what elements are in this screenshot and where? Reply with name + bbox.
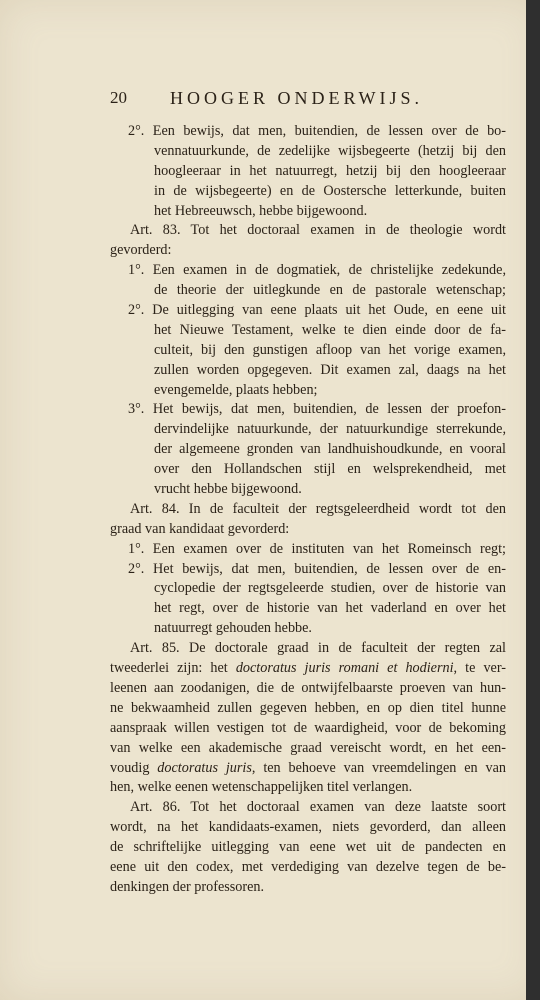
text-line: de theorie der uitlegkunde en de pastorale wetenschap; xyxy=(154,282,506,299)
text-line: cyclopedie der regtsgeleerde studien, over de historie van xyxy=(154,580,506,597)
text-line: hen, welke eenen wetenschappelijken titel verlangen. xyxy=(110,779,413,796)
text-line: zullen worden opgegeven. Dit examen zal, daags na het xyxy=(154,361,506,378)
text-line: het Hebreeuwsch, hebbe bijgewoond. xyxy=(154,202,368,219)
text-line: 2°. Een bewijs, dat men, buitendien, de lessen over de bo- xyxy=(128,123,506,139)
text-line: voudig doctoratus juris, ten behoeve van vreemdelingen en van xyxy=(110,759,506,776)
text-line: leenen aan zoodanigen, die de ontwijfelbaarste proeven van hun- xyxy=(110,679,506,696)
text-line: evengemelde, plaats hebben; xyxy=(154,381,318,398)
text-line: de schriftelijke uitlegging van eene wet uit de pandecten en xyxy=(110,839,506,856)
text-line: Art. 85. De doctorale graad in de faculteit der regten zal xyxy=(130,640,506,657)
text-line: graad van kandidaat gevorderd: xyxy=(110,520,290,537)
text-line: denkingen der professoren. xyxy=(110,878,265,895)
text-line: eene uit den codex, met verdediging van dezelve tegen de be- xyxy=(110,858,506,875)
text-line: 1°. Een examen over de instituten van het Romeinsch regt; xyxy=(128,540,506,557)
text-line: over den Hollandschen stijl en welsprekendheid, met xyxy=(154,461,506,478)
running-title: HOOGER ONDERWIJS. xyxy=(170,88,424,108)
text-line: het Nieuwe Testament, welke te dien einde door de fa- xyxy=(154,321,506,338)
text-line: wordt, na het kandidaats-examen, niets gevorderd, dan alleen xyxy=(110,819,506,836)
text-line: culteit, bij den gunstigen afloop van het vorige examen, xyxy=(154,341,506,358)
text-line: aanspraak willen vestigen tot de waardigheid, voor de bekoming xyxy=(110,719,506,736)
text-line: der algemeene gronden van landhuishoudkunde, en vooral xyxy=(154,441,506,458)
text-line: gevorderd: xyxy=(110,242,172,259)
body-text xyxy=(110,122,506,898)
text-line: ne bekwaamheid zullen gegeven hebben, en op dien titel hunne xyxy=(110,699,506,716)
text-line: vrucht hebbe bijgewoond. xyxy=(154,481,302,498)
text-line: natuurregt gehouden hebbe. xyxy=(154,620,312,637)
text-line: 1°. Een examen in de dogmatiek, de christelijke zedekunde, xyxy=(128,262,506,279)
text-line: 2°. Het bewijs, dat men, buitendien, de lessen over de en- xyxy=(128,560,506,577)
page-number: 20 xyxy=(110,88,127,107)
text-line: 2°. De uitlegging van eene plaats uit het Oude, en eene uit xyxy=(128,302,506,319)
text-line: vennatuurkunde, de zedelijke wijsbegeerte (hetzij bij den xyxy=(154,142,506,159)
text-line: dervindelijke natuurkunde, der natuurkundige sterrekunde, xyxy=(154,421,506,438)
text-line: het regt, over de historie van het vaderland en over het xyxy=(154,600,506,617)
text-line: tweederlei zijn: het doctoratus juris romani et hodierni, te ver- xyxy=(110,660,507,677)
text-line: hoogleeraar in het natuurregt, hetzij bij den hoogleeraar xyxy=(154,162,506,179)
italic-term: doctoratus juris xyxy=(157,759,252,776)
binding-edge xyxy=(526,0,540,1000)
text-line: van welke een akademische graad vereischt wordt, en het een- xyxy=(110,739,506,756)
text-line: Art. 83. Tot het doctoraal examen in de theologie wordt xyxy=(130,222,506,239)
text-line: in de wijsbegeerte) en de Oostersche letterkunde, buiten xyxy=(154,182,506,199)
text-line: 3°. Het bewijs, dat men, buitendien, de lessen der proefon- xyxy=(128,401,506,418)
text-line: Art. 84. In de faculteit der regtsgeleerdheid wordt tot den xyxy=(130,500,506,517)
italic-term: doctoratus juris romani et hodierni xyxy=(235,660,454,677)
text-line: Art. 86. Tot het doctoraal examen van deze laatste soort xyxy=(130,799,506,816)
